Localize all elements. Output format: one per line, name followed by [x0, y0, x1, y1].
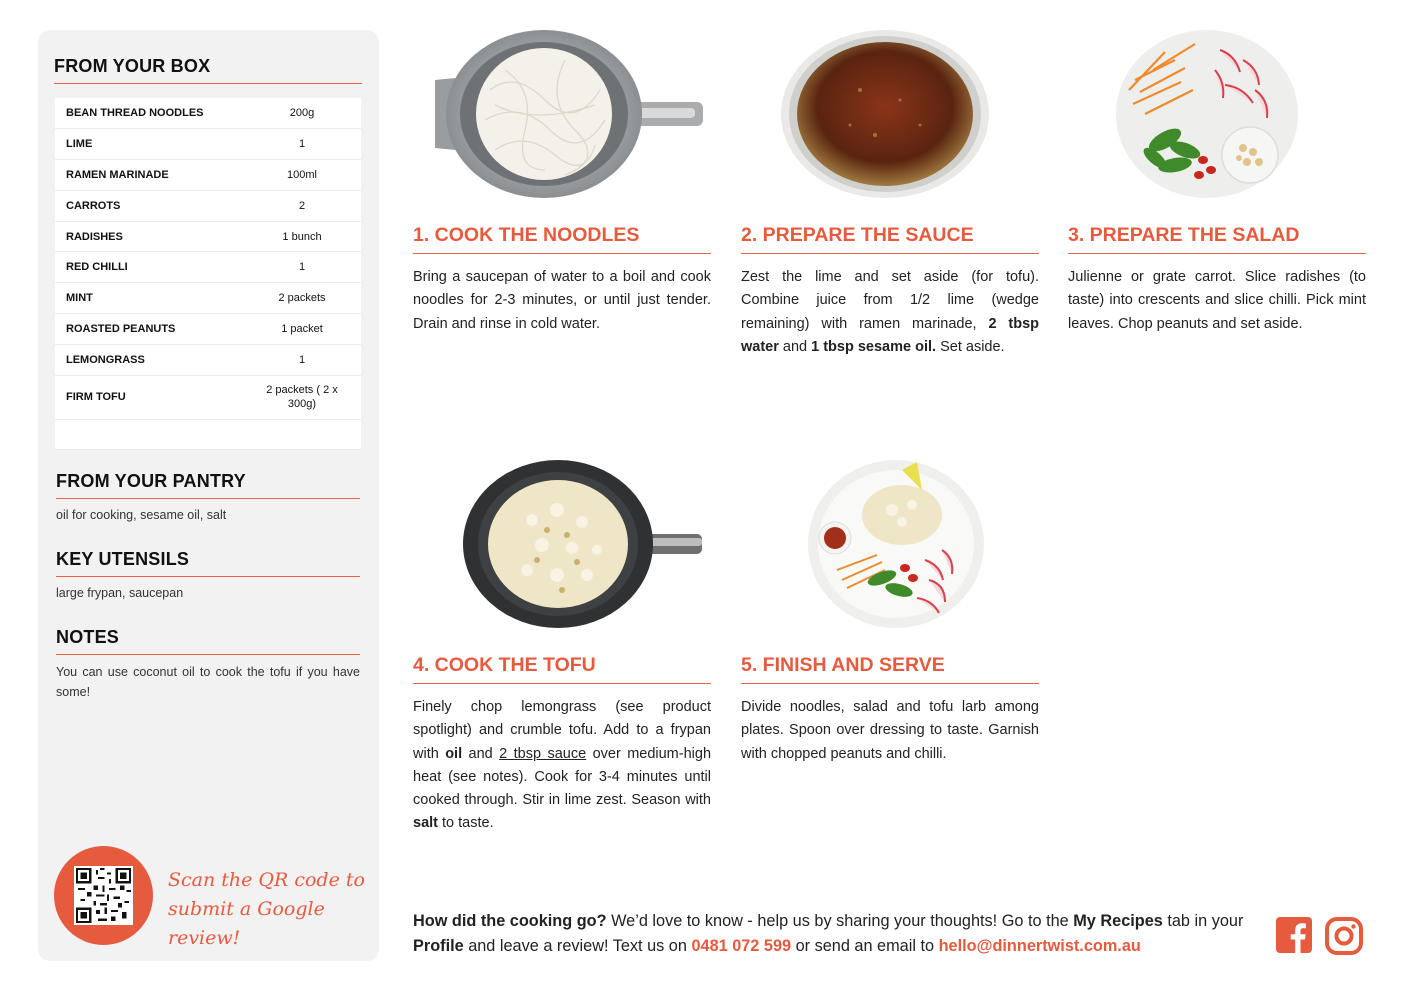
step-4-text-part: Finely chop lemongrass (see product spotlight) and crumble tofu. Add to a frypan with	[413, 699, 711, 762]
phone-number-link[interactable]: 0481 072 599	[691, 937, 792, 955]
step-4-underline-sauce: 2 tbsp sauce	[499, 745, 587, 762]
ingredient-qty: 2	[243, 190, 361, 221]
ingredient-qty: 100ml	[243, 160, 361, 191]
step-4-text-part: and	[462, 745, 500, 762]
step-1-title: 1. COOK THE NOODLES	[413, 224, 711, 254]
qr-review-text	[168, 866, 368, 953]
step-5-text: Divide noodles, salad and tofu larb among plates. Spoon over dressing to taste. Garnish with chopped peanuts and chilli.	[741, 699, 1039, 762]
from-your-pantry-title: FROM YOUR PANTRY	[56, 471, 360, 499]
notes-title: NOTES	[56, 627, 360, 655]
step-4-text	[413, 696, 711, 836]
table-row	[55, 283, 361, 314]
qr-code-icon	[74, 866, 133, 925]
from-your-box-title: FROM YOUR BOX	[54, 56, 362, 84]
ingredient-qty: 1	[243, 344, 361, 375]
step-2-text-part: Set aside.	[936, 338, 1005, 355]
step-5-title: 5. FINISH AND SERVE	[741, 654, 1039, 684]
notes-text: You can use coconut oil to cook the tofu if you have some!	[56, 665, 360, 699]
ingredient-name: RAMEN MARINADE	[55, 160, 243, 191]
step-2-title: 2. PREPARE THE SAUCE	[741, 224, 1039, 254]
ingredient-name: ROASTED PEANUTS	[55, 314, 243, 345]
step-2-text-part: Zest the lime and set aside (for tofu). Combine juice from 1/2 lime (wedge remaining) with ramen marinade,	[741, 269, 1039, 332]
table-row	[55, 375, 361, 419]
step-4-text-part: over medium-high heat (see notes). Cook for 3-4 minutes until cooked through. Stir in lime zest. Season with	[413, 745, 712, 809]
qr-line-2: submit a Google review!	[168, 898, 325, 949]
table-row	[55, 190, 361, 221]
ingredient-qty: 1	[243, 252, 361, 283]
ingredient-name: MINT	[55, 283, 243, 314]
ingredient-name: LIME	[55, 129, 243, 160]
footer-bold-my-recipes: My Recipes	[1073, 912, 1163, 930]
step-4-text-part: to taste.	[438, 815, 494, 832]
footer-text-part: tab in your	[1162, 912, 1244, 930]
frypan-tofu-photo	[462, 460, 702, 632]
review-footer	[413, 909, 1263, 959]
ingredient-name: RADISHES	[55, 221, 243, 252]
utensils-text: large frypan, saucepan	[56, 586, 184, 600]
footer-bold-question: How did the cooking go?	[413, 912, 607, 930]
step-4-bold-salt: salt	[413, 815, 438, 832]
ingredient-name: LEMONGRASS	[55, 344, 243, 375]
ingredient-qty: 1	[243, 129, 361, 160]
ingredient-name: RED CHILLI	[55, 252, 243, 283]
qr-code-badge[interactable]	[54, 846, 153, 945]
salad-plate-photo	[1115, 30, 1299, 202]
table-row	[55, 129, 361, 160]
step-2-bold-water: 2 tbsp water	[741, 315, 1039, 355]
ingredient-name: BEAN THREAD NOODLES	[55, 98, 243, 129]
key-utensils-title: KEY UTENSILS	[56, 549, 360, 577]
email-link[interactable]: hello@dinnertwist.com.au	[938, 937, 1141, 955]
finished-plate-photo	[807, 460, 985, 632]
table-row	[55, 344, 361, 375]
pantry-text: oil for cooking, sesame oil, salt	[56, 508, 227, 522]
ingredients-table	[55, 98, 361, 450]
footer-text-part: We’d love to know - help us by sharing your thoughts! Go to the	[606, 912, 1074, 930]
table-row-empty	[55, 419, 361, 450]
table-row	[55, 160, 361, 191]
step-3-text: Julienne or grate carrot. Slice radishes (to taste) into crescents and slice chilli. Pick mint leaves. Chop peanuts and set aside.	[1068, 269, 1366, 332]
ingredient-name: FIRM TOFU	[55, 375, 243, 419]
ingredient-name: CARROTS	[55, 190, 243, 221]
table-row	[55, 98, 361, 129]
ingredient-qty: 200g	[243, 98, 361, 129]
step-2-bold-oil: 1 tbsp sesame oil.	[811, 338, 937, 355]
instagram-icon[interactable]	[1325, 917, 1363, 955]
step-2-text	[741, 266, 1039, 359]
step-3-title: 3. PREPARE THE SALAD	[1068, 224, 1366, 254]
ingredient-qty: 1 packet	[243, 314, 361, 345]
saucepan-noodles-photo	[425, 30, 703, 202]
table-row	[55, 252, 361, 283]
sauce-bowl-photo	[780, 30, 990, 202]
ingredient-qty: 1 bunch	[243, 221, 361, 252]
footer-bold-profile: Profile	[413, 937, 464, 955]
footer-text-part: and leave a review! Text us on	[463, 937, 692, 955]
ingredient-qty: 2 packets	[243, 283, 361, 314]
ingredient-qty: 2 packets ( 2 x 300g)	[243, 375, 361, 419]
ingredients-sidebar	[38, 30, 379, 961]
facebook-icon[interactable]	[1276, 917, 1314, 955]
footer-text-part: or send an email to	[791, 937, 939, 955]
table-row	[55, 221, 361, 252]
step-4-title: 4. COOK THE TOFU	[413, 654, 711, 684]
step-1-text: Bring a saucepan of water to a boil and cook noodles for 2-3 minutes, or until just tender. Drain and rinse in cold water.	[413, 269, 711, 332]
step-4-bold-oil: oil	[445, 745, 463, 762]
step-2-text-part: and	[778, 338, 812, 355]
qr-line-1: Scan the QR code to	[168, 869, 365, 891]
table-row	[55, 314, 361, 345]
